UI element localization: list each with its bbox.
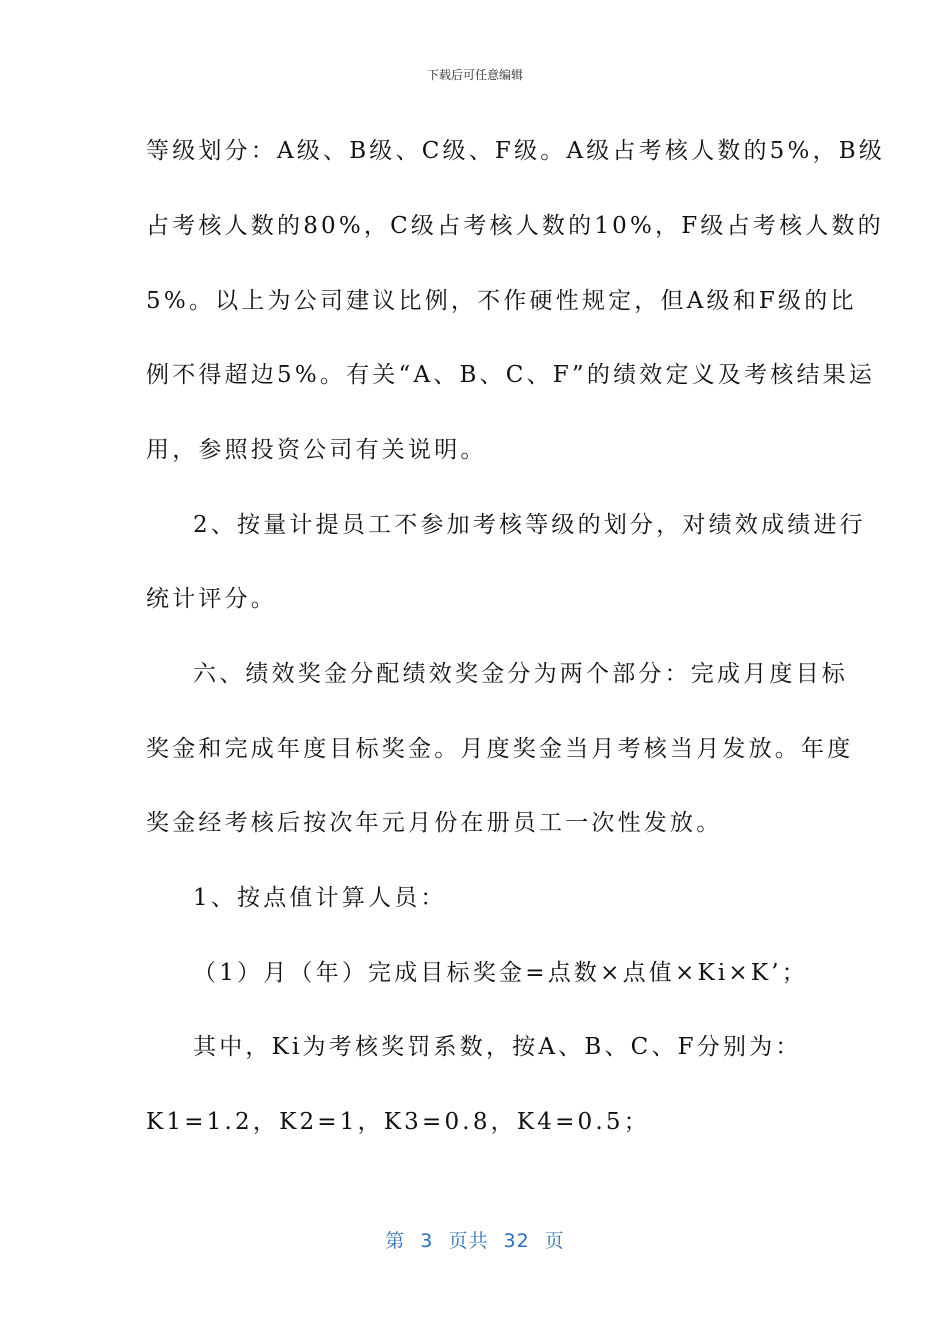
text-line-2: 占考核人数的80%，C级占考核人数的10%，F级占考核人数的 xyxy=(146,213,884,239)
text-line-3: 5%。以上为公司建议比例，不作硬性规定，但A级和F级的比 xyxy=(146,288,857,314)
footer-page-number: 3 xyxy=(420,1230,434,1252)
text-line-1: 等级划分：A级、B级、C级、F级。A级占考核人数的5%，B级 xyxy=(146,138,886,164)
text-line-14: K1=1.2，K2=1，K3=0.8，K4=0.5； xyxy=(146,1109,650,1135)
footer-suffix: 页 xyxy=(544,1230,565,1252)
text-line-4: 例不得超边5%。有关“A、B、C、F”的绩效定义及考核结果运 xyxy=(146,362,876,388)
text-line-13: 其中，Ki为考核奖罚系数，按A、B、C、F分别为： xyxy=(193,1034,802,1060)
footer-middle: 页共 xyxy=(448,1230,489,1252)
page-footer xyxy=(0,1226,950,1253)
download-note: 下载后可任意编辑 xyxy=(426,68,523,82)
text-line-11: 1、按点值计算人员： xyxy=(193,885,447,911)
text-line-6: 2、按量计提员工不参加考核等级的划分，对绩效成绩进行 xyxy=(193,512,866,538)
text-line-12: （1）月（年）完成目标奖金=点数×点值×Ki×K’； xyxy=(193,960,808,986)
text-line-7: 统计评分。 xyxy=(146,586,277,612)
text-line-9: 奖金和完成年度目标奖金。月度奖金当月考核当月发放。年度 xyxy=(146,736,854,762)
text-line-10: 奖金经考核后按次年元月份在册员工一次性发放。 xyxy=(146,810,723,836)
text-line-5: 用，参照投资公司有关说明。 xyxy=(146,437,487,463)
footer-total-pages: 32 xyxy=(503,1230,530,1252)
text-line-8: 六、绩效奖金分配绩效奖金分为两个部分：完成月度目标 xyxy=(193,661,848,687)
footer-prefix: 第 xyxy=(385,1230,406,1252)
